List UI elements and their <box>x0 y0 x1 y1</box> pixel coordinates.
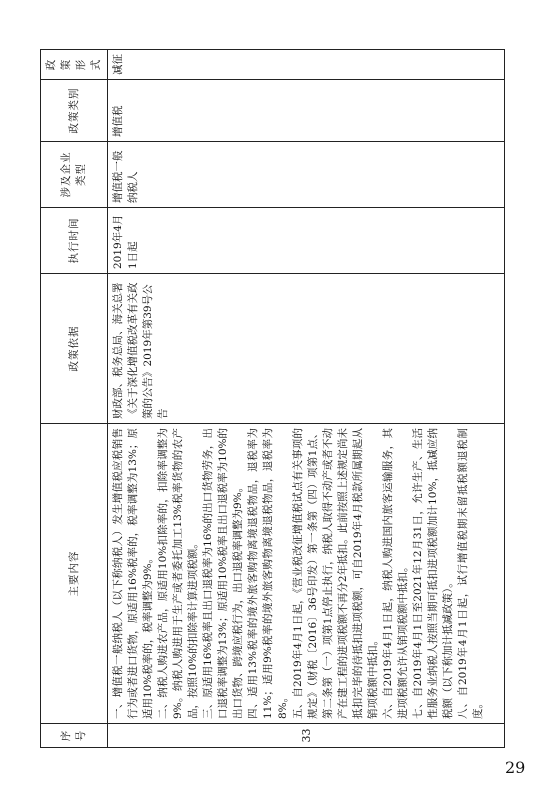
form-cell: 减征 <box>108 50 505 80</box>
header-basis: 政策依据 <box>41 274 108 424</box>
header-category: 政策类别 <box>41 80 108 142</box>
row-number: 33 <box>108 724 505 748</box>
content-item-6: 六、自2019年4月1日起，纳税人购进国内旅客运输服务，其进项税额允许从销项税额中抵扣。 <box>382 428 409 719</box>
header-seq: 序号 <box>41 724 108 748</box>
content-item-4: 四、适用13%税率的境外旅客购物离境退税物品，退税率为11%；适用9%税率的境外旅客购物离境退税物品，退税率为8%。 <box>247 428 289 719</box>
header-content: 主要内容 <box>41 424 108 724</box>
content-item-3: 三、原适用16%税率且出口退税率为16%的出口货物劳务，出口退税率调整为13%；原适用10%税率且出口退税率为10%的出口货物、跨境应税行为，出口退税率调整为9%。 <box>202 428 244 719</box>
table-header-row <box>41 50 108 748</box>
header-form: 政策形式 <box>41 50 108 80</box>
category-cell: 增值税 <box>108 80 505 142</box>
content-item-8: 八、自2019年4月1日起，试行增值税期末留抵税额退税制度。 <box>457 428 484 719</box>
header-enterprise: 涉及企业类型 <box>41 142 108 208</box>
header-time: 执行时间 <box>41 208 108 274</box>
content-item-5: 五、自2019年4月1日起，《营业税改征增值税试点有关事项的规定》（财税〔2016〕36号印发）第一条第（四）项第1点、第二条第（一）项第1点停止执行，纳税人取得不动产或者不动产在建工程的进项税额不再分2年抵扣。此前按照上述规定尚未抵扣完毕的待抵扣进项税额，可自2019年4月税款所属期起从销项税额中抵扣。 <box>292 428 379 719</box>
time-cell: 2019年4月1日起 <box>108 208 505 274</box>
content-item-1: 一、增值税一般纳税人（以下称纳税人）发生增值税应税销售行为或者进口货物，原适用16%税率的，税率调整为13%；原适用10%税率的，税率调整为9%。 <box>112 428 154 719</box>
content-item-2: 二、纳税人购进农产品，原适用10%扣除率的，扣除率调整为9%。纳税人购进用于生产或者委托加工13%税率货物的农产品，按照10%的扣除率计算进项税额。 <box>157 428 199 719</box>
enterprise-cell: 增值税一般纳税人 <box>108 142 505 208</box>
table-row <box>108 50 505 748</box>
policy-table <box>40 49 505 748</box>
content-cell <box>108 424 505 724</box>
page-number: 29 <box>505 758 526 777</box>
basis-cell: 财政部、税务总局、海关总署《关于深化增值税改革有关政策的公告》2019年第39号公告 <box>108 274 505 424</box>
content-item-7: 七、自2019年4月1日至2021年12月31日，允许生产、生活性服务业纳税人按照当期可抵扣进项税额加计10%，抵减应纳税额（以下称加计抵减政策）。 <box>412 428 454 719</box>
